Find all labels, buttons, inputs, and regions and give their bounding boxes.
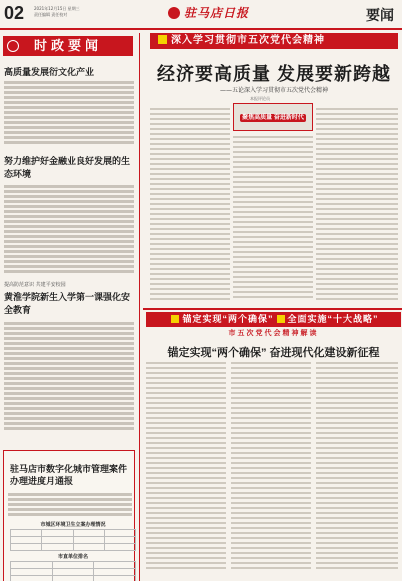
flag-icon — [277, 315, 285, 323]
news-kicker-3: 提高防范意识 共建平安校园 — [4, 282, 66, 288]
top-banner: 深入学习贯彻市五次党代会精神 — [150, 33, 398, 49]
feature-banner: 锚定实现“两个确保” 全面实施“十大战略” — [146, 312, 401, 327]
article-body-2 — [4, 185, 134, 275]
left-column — [0, 33, 140, 581]
news-title-3: 黄淮学院新生入学第一课强化安全教育 — [4, 292, 131, 315]
feature-body-col1 — [146, 362, 226, 572]
flag-icon — [158, 35, 167, 44]
report-body — [8, 493, 132, 518]
lead-graphic: 聚焦高质量 奋进新时代 — [233, 103, 313, 131]
lead-body-col2 — [233, 136, 313, 301]
lead-headline: 经济要高质量 发展要新跨越 — [157, 64, 391, 84]
feature-body-col3 — [316, 362, 398, 572]
report-box — [3, 450, 135, 581]
flag-icon — [171, 315, 179, 323]
article-body-3 — [4, 322, 134, 432]
column-badge: 时政要闻 — [3, 36, 133, 56]
masthead-logo: 驻马店日报 — [168, 4, 249, 21]
feature-headline: 锚定实现“两个确保” 奋进现代化建设新征程 — [167, 347, 380, 359]
feature-body-col2 — [231, 362, 311, 572]
issue-meta: 2021年12月15日 星期三 责任编辑 责任校对 — [34, 6, 80, 17]
table1 — [10, 529, 136, 551]
report-title: 驻马店市数字化城市管理案件办理进度月通报 — [10, 464, 128, 486]
table1-caption: 市城区环境卫生立案办理情况 — [40, 522, 106, 528]
byline: 本报评论员 — [250, 96, 270, 101]
table2-caption: 市直单位排名 — [57, 554, 88, 560]
section-title: 要闻 — [366, 7, 394, 23]
page-number: 02 — [4, 3, 25, 23]
news-title-2: 努力维护好金融业良好发展的生态环境 — [4, 156, 131, 179]
section-divider — [143, 308, 402, 310]
article-body-1 — [4, 81, 134, 146]
page-header — [0, 0, 402, 30]
lead-body-col3 — [316, 108, 398, 303]
news-title-1: 高质量发展衍文化产业 — [4, 67, 95, 77]
feature-kicker: 市五次党代会精神解读 — [228, 330, 319, 337]
table2 — [10, 561, 136, 581]
party-emblem-icon — [168, 7, 180, 19]
lead-body-col1 — [150, 108, 230, 303]
lead-subtitle: ——五论深入学习贯彻市五次党代会精神 — [219, 87, 328, 94]
